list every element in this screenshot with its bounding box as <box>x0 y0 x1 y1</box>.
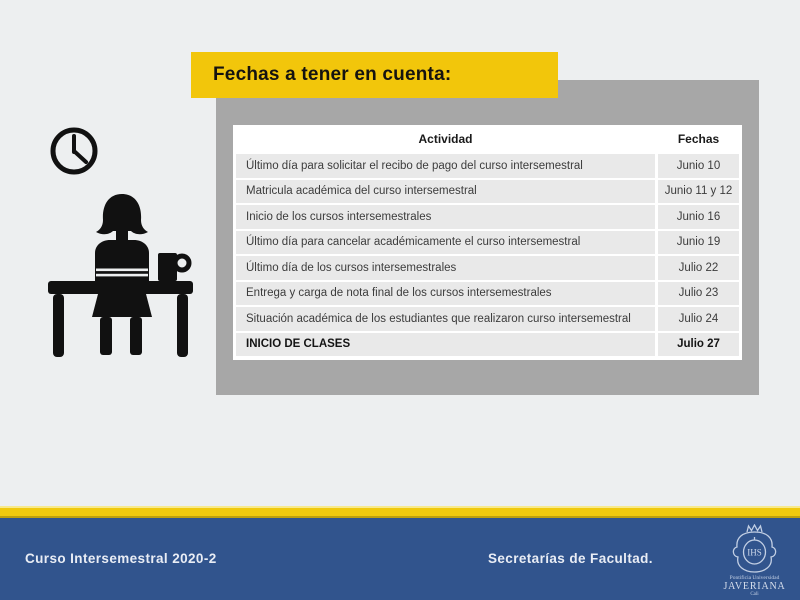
leg-left <box>100 317 112 355</box>
title-banner <box>191 52 558 98</box>
activity-cell: INICIO DE CLASES <box>236 333 655 357</box>
table-row-inicio-de-clases <box>236 333 739 357</box>
date-cell: Junio 10 <box>658 154 739 178</box>
activity-cell: Matricula académica del curso intersemestral <box>236 180 655 204</box>
leg-right <box>130 317 142 355</box>
footer-course-label: Curso Intersemestral 2020-2 <box>25 551 217 566</box>
clock-icon <box>53 130 95 172</box>
desk-top <box>48 281 193 294</box>
activity-cell: Último día para cancelar académicamente el curso intersemestral <box>236 231 655 255</box>
date-cell: Julio 22 <box>658 256 739 280</box>
logo-line3: Cali <box>750 592 759 596</box>
column-header-actividad: Actividad <box>418 131 473 146</box>
desk-leg-right <box>177 294 188 357</box>
date-cell: Junio 16 <box>658 205 739 229</box>
date-cell: Julio 23 <box>658 282 739 306</box>
logo-line1: Pontificia Universidad <box>729 575 780 581</box>
activity-cell: Situación académica de los estudiantes que realizaron curso intersemestral <box>236 307 655 331</box>
activity-cell: Entrega y carga de nota final de los cursos intersemestrales <box>236 282 655 306</box>
logo-monogram: IHS <box>747 547 762 558</box>
date-cell: Junio 19 <box>658 231 739 255</box>
table-row <box>236 282 739 306</box>
neck <box>116 228 128 242</box>
column-header-fechas: Fechas <box>677 131 720 146</box>
pictogram-scene <box>40 118 200 363</box>
logo-line2: JAVERIANA <box>723 581 786 592</box>
table-row <box>236 154 739 178</box>
table-row <box>236 307 739 331</box>
activity-cell: Inicio de los cursos intersemestrales <box>236 205 655 229</box>
skirt <box>92 294 152 317</box>
date-cell: Junio 11 y 12 <box>658 180 739 204</box>
activity-cell: Último día de los cursos intersemestrales <box>236 256 655 280</box>
torso-laptop <box>95 240 149 283</box>
table-row <box>236 205 739 229</box>
page-title: Fechas a tener en cuenta: <box>213 64 452 85</box>
activity-cell: Último día para solicitar el recibo de pago del curso intersemestral <box>236 154 655 178</box>
mug <box>158 253 177 281</box>
person-at-desk-icon <box>48 194 193 357</box>
footer-accent-stripe <box>0 506 800 518</box>
mug-handle <box>175 256 189 270</box>
schedule-table <box>233 125 742 360</box>
date-cell: Julio 27 <box>658 333 739 357</box>
table-header-row <box>236 125 739 152</box>
javeriana-logo <box>712 524 796 596</box>
footer-secretarias-label: Secretarías de Facultad. <box>488 551 653 566</box>
table-row <box>236 256 739 280</box>
date-cell: Julio 24 <box>658 307 739 331</box>
table-row <box>236 231 739 255</box>
desk-leg-left <box>53 294 64 357</box>
table-row <box>236 180 739 204</box>
